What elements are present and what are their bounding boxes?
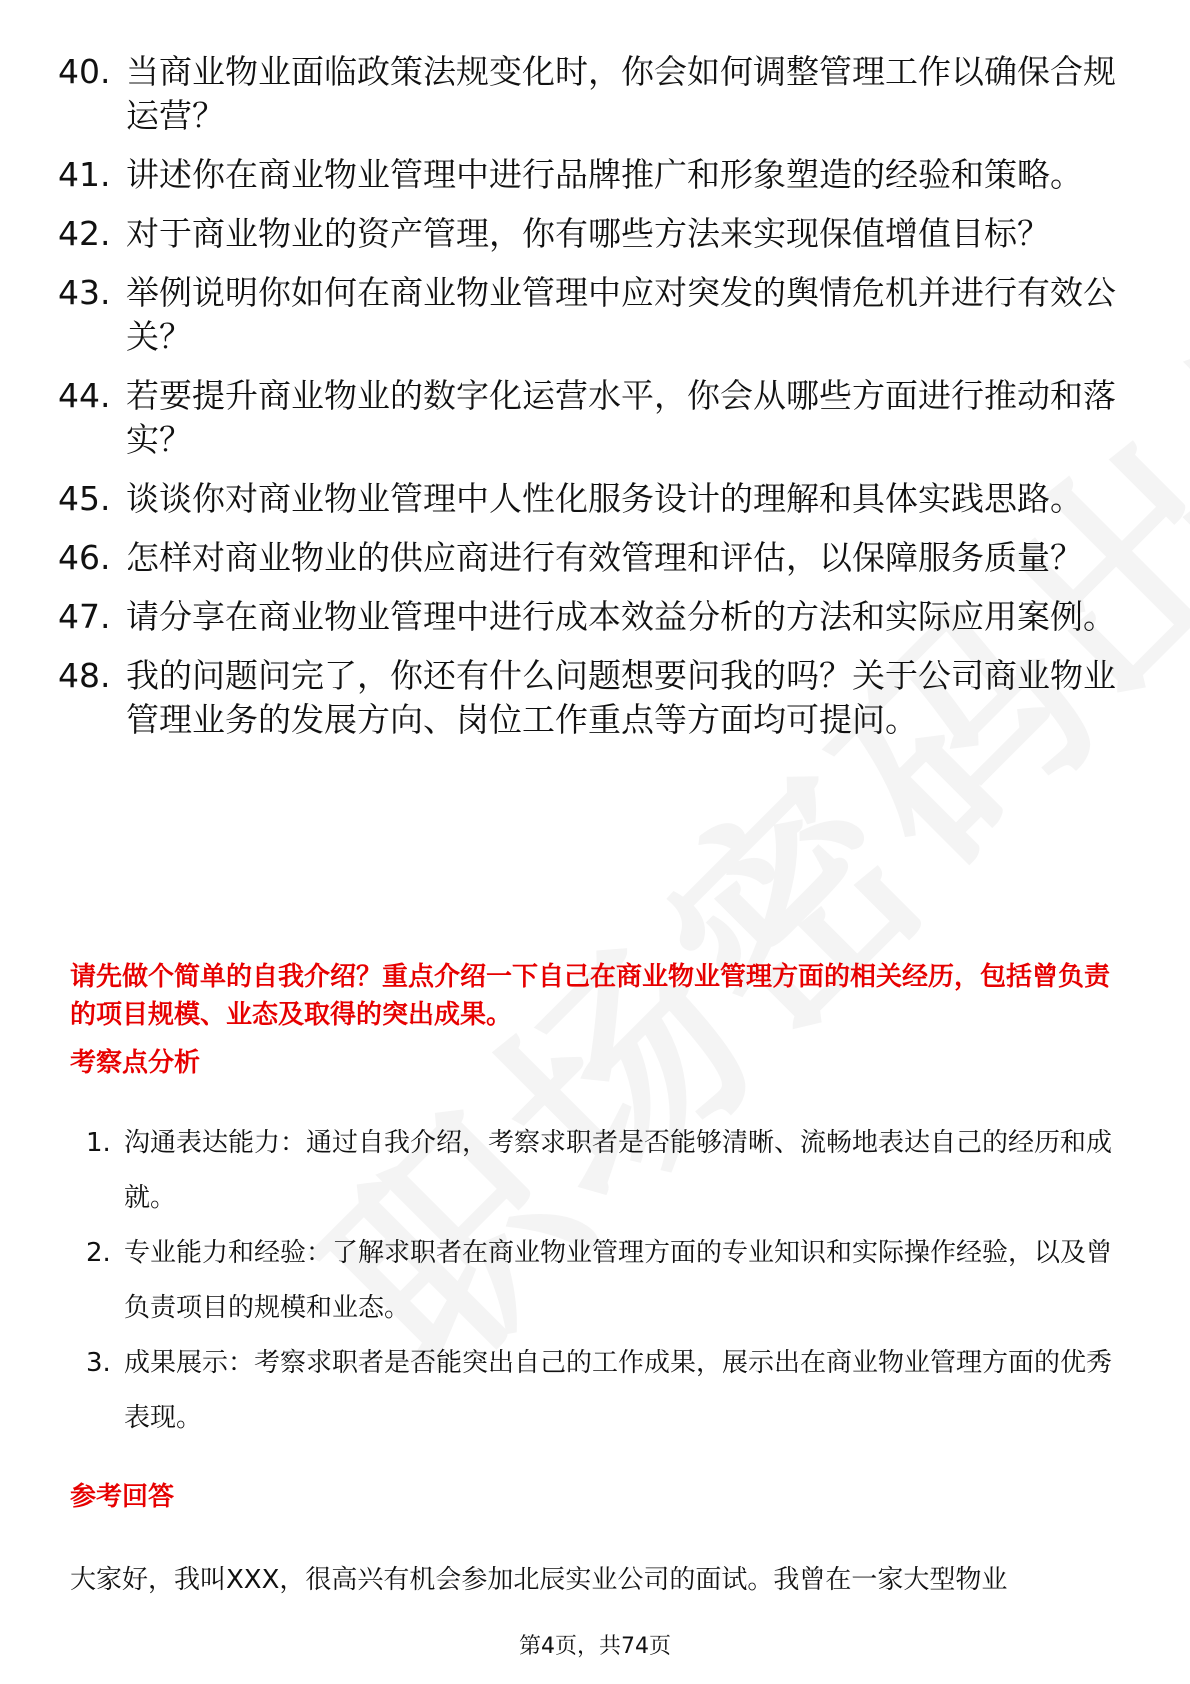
question-text: 讲述你在商业物业管理中进行品牌推广和形象塑造的经验和策略。	[126, 155, 1083, 194]
question-item	[58, 536, 1118, 580]
answer-heading: 参考回答	[70, 1482, 175, 1512]
analysis-text: 沟通表达能力：通过自我介绍，考察求职者是否能够清晰、流畅地表达自己的经历和成就。	[124, 1128, 1113, 1213]
question-item	[58, 374, 1118, 462]
question-number: 47.	[58, 597, 111, 636]
question-number: 40.	[58, 52, 111, 91]
question-item	[58, 477, 1118, 521]
analysis-heading: 考察点分析	[70, 1048, 201, 1078]
question-text: 若要提升商业物业的数字化运营水平，你会从哪些方面进行推动和落实？	[126, 376, 1116, 459]
analysis-text: 专业能力和经验：了解求职者在商业物业管理方面的专业知识和实际操作经验，以及曾负责项目的规模和业态。	[124, 1238, 1113, 1323]
question-text: 举例说明你如何在商业物业管理中应对突发的舆情危机并进行有效公关？	[126, 273, 1116, 356]
question-text: 我的问题问完了，你还有什么问题想要问我的吗？关于公司商业物业管理业务的发展方向、岗位工作重点等方面均可提问。	[126, 656, 1116, 739]
question-number: 45.	[58, 479, 111, 518]
question-item	[58, 212, 1118, 256]
question-text: 谈谈你对商业物业管理中人性化服务设计的理解和具体实践思路。	[126, 479, 1083, 518]
question-number: 46.	[58, 538, 111, 577]
analysis-list	[86, 1116, 1116, 1446]
question-number: 42.	[58, 214, 111, 253]
question-item	[58, 50, 1118, 138]
analysis-number: 3.	[86, 1348, 111, 1378]
question-item	[58, 654, 1118, 742]
analysis-item	[86, 1226, 1116, 1336]
question-text: 对于商业物业的资产管理，你有哪些方法来实现保值增值目标？	[126, 214, 1050, 253]
analysis-item	[86, 1336, 1116, 1446]
question-number: 43.	[58, 273, 111, 312]
featured-question: 请先做个简单的自我介绍？重点介绍一下自己在商业物业管理方面的相关经历，包括曾负责的项目规模、业态及取得的突出成果。	[70, 962, 1111, 1030]
question-text: 请分享在商业物业管理中进行成本效益分析的方法和实际应用案例。	[126, 597, 1116, 636]
question-number: 48.	[58, 656, 111, 695]
page-number: 第4页，共74页	[519, 1634, 671, 1659]
analysis-number: 1.	[86, 1128, 111, 1158]
question-number: 44.	[58, 376, 111, 415]
answer-text: 大家好，我叫XXX，很高兴有机会参加北辰实业公司的面试。我曾在一家大型物业	[70, 1565, 1008, 1595]
question-item	[58, 271, 1118, 359]
question-text: 当商业物业面临政策法规变化时，你会如何调整管理工作以确保合规运营？	[126, 52, 1116, 135]
analysis-item	[86, 1116, 1116, 1226]
question-list	[58, 50, 1118, 757]
analysis-text: 成果展示：考察求职者是否能突出自己的工作成果，展示出在商业物业管理方面的优秀表现。	[124, 1348, 1113, 1433]
analysis-number: 2.	[86, 1238, 111, 1268]
question-item	[58, 153, 1118, 197]
question-number: 41.	[58, 155, 111, 194]
question-text: 怎样对商业物业的供应商进行有效管理和评估，以保障服务质量？	[126, 538, 1083, 577]
question-item	[58, 595, 1118, 639]
